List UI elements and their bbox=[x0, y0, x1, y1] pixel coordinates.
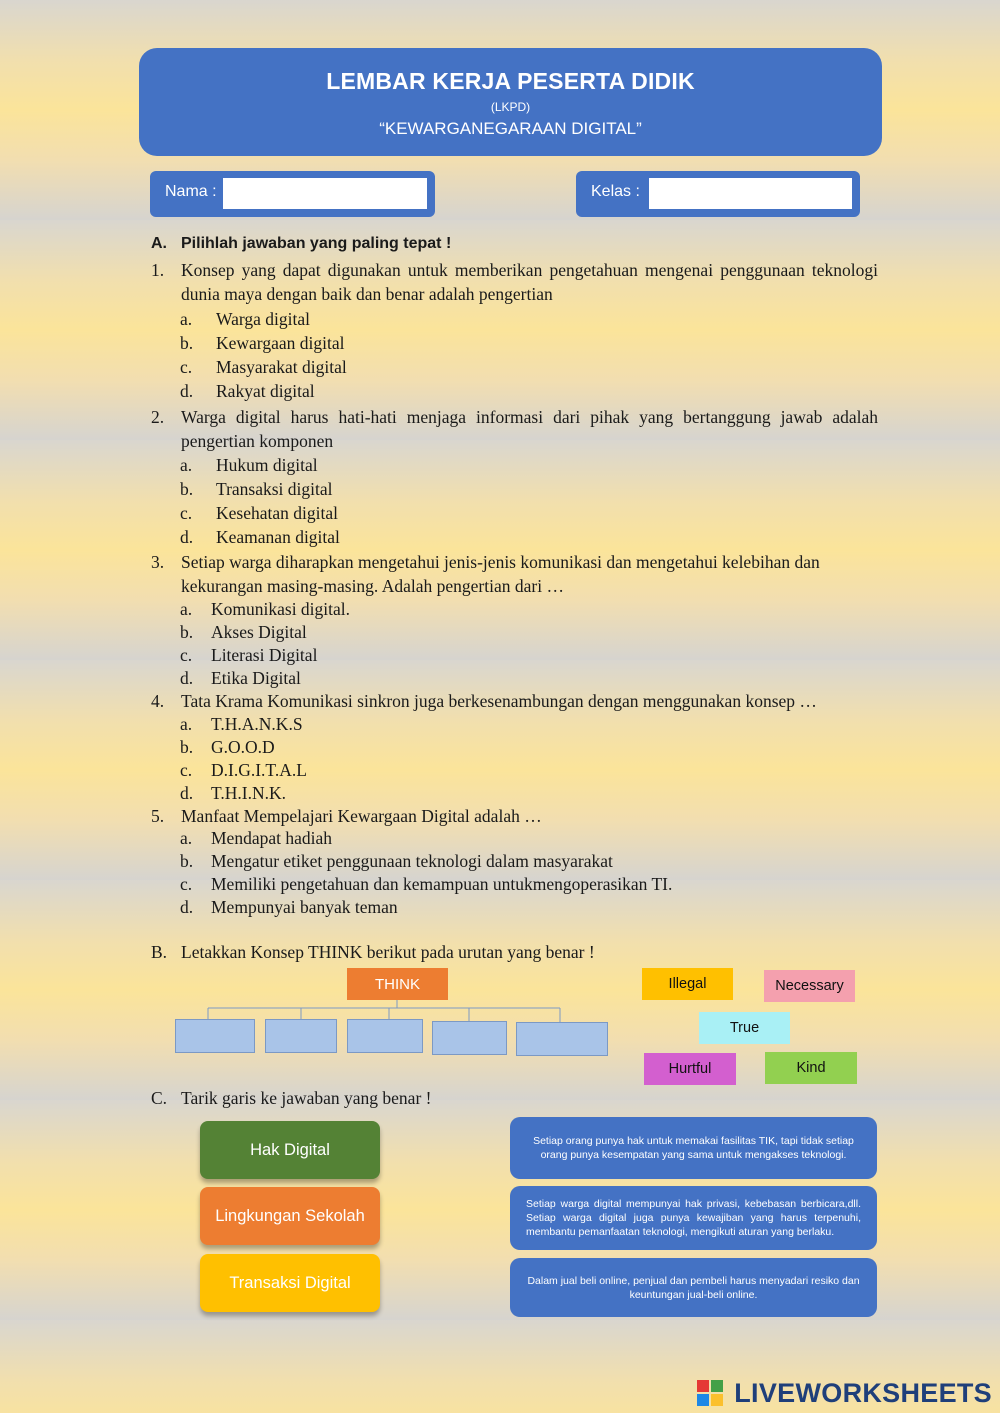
chip-necessary[interactable]: Necessary bbox=[764, 970, 855, 1002]
section-a-heading bbox=[151, 235, 451, 253]
section-b-title: Letakkan Konsep THINK berikut pada urutan yang benar ! bbox=[181, 942, 595, 962]
worksheet-subtitle: (LKPD) bbox=[490, 100, 531, 114]
chip-true[interactable]: True bbox=[699, 1012, 790, 1044]
match-right-3[interactable]: Dalam jual beli online, penjual dan pembeli harus menyadari resiko dan keuntungan jual-beli online. bbox=[510, 1258, 877, 1317]
question-text: Setiap warga diharapkan mengetahui jenis-jenis komunikasi dan mengetahui kelebihan dan kekurangan masing-masing. Adalah pengertian dari … bbox=[181, 552, 820, 596]
worksheet-title: LEMBAR KERJA PESERTA DIDIK bbox=[326, 68, 695, 94]
name-label: Nama : bbox=[165, 183, 217, 200]
worksheet-topic: “KEWARGANEGARAAN DIGITAL” bbox=[379, 119, 642, 138]
match-left-lingkungan-sekolah[interactable]: Lingkungan Sekolah bbox=[200, 1187, 380, 1245]
question-2 bbox=[151, 405, 878, 453]
question-text: Tata Krama Komunikasi sinkron juga berkesenambungan dengan menggunakan konsep … bbox=[181, 691, 817, 711]
think-slot-2[interactable] bbox=[265, 1019, 337, 1053]
name-input[interactable] bbox=[223, 178, 427, 209]
section-c-title: Tarik garis ke jawaban yang benar ! bbox=[181, 1088, 432, 1108]
think-slot-5[interactable] bbox=[516, 1022, 608, 1056]
section-b-heading bbox=[151, 940, 878, 964]
section-c-heading bbox=[151, 1086, 878, 1110]
think-root-box: THINK bbox=[347, 968, 448, 1000]
question-number: 2. bbox=[151, 407, 165, 427]
chip-illegal[interactable]: Illegal bbox=[642, 968, 733, 1000]
chip-kind[interactable]: Kind bbox=[765, 1052, 857, 1084]
liveworksheets-logo-icon bbox=[697, 1380, 723, 1406]
think-slot-4[interactable] bbox=[432, 1021, 507, 1055]
chip-hurtful[interactable]: Hurtful bbox=[644, 1053, 736, 1085]
think-slot-3[interactable] bbox=[347, 1019, 423, 1053]
question-text: Warga digital harus hati-hati menjaga informasi dari pihak yang bertanggung jawab adalah pengertian komponen bbox=[181, 407, 878, 451]
question-3 bbox=[151, 550, 861, 598]
question-number: 1. bbox=[151, 260, 165, 280]
question-text: Manfaat Mempelajari Kewargaan Digital adalah … bbox=[181, 806, 542, 826]
question-5 bbox=[151, 804, 878, 828]
question-4 bbox=[151, 689, 878, 713]
name-box bbox=[150, 171, 435, 217]
question-text: Konsep yang dapat digunakan untuk memberikan pengetahuan mengenai penggunaan teknologi dunia maya dengan baik dan benar adalah pengertian bbox=[181, 260, 878, 304]
match-left-transaksi-digital[interactable]: Transaksi Digital bbox=[200, 1254, 380, 1312]
question-number: 5. bbox=[151, 806, 165, 826]
match-right-2[interactable]: Setiap warga digital mempunyai hak privasi, kebebasan berbicara,dll. Setiap warga digital juga punya kewajiban yang harus terpenuhi, membantu pemanfaatan teknologi, mengikuti aturan yang berlaku. bbox=[510, 1186, 877, 1250]
section-a-title: Pilihlah jawaban yang paling tepat ! bbox=[181, 235, 452, 252]
question-number: 4. bbox=[151, 691, 165, 711]
class-label: Kelas : bbox=[591, 183, 640, 200]
question-1 bbox=[151, 258, 878, 306]
class-box bbox=[576, 171, 860, 217]
section-b-letter: B. bbox=[151, 942, 168, 962]
section-a-letter: A. bbox=[151, 235, 167, 252]
section-c-letter: C. bbox=[151, 1088, 168, 1108]
worksheet-header bbox=[139, 48, 882, 156]
liveworksheets-brand: LIVEWORKSHEETS bbox=[734, 1378, 992, 1408]
think-slot-1[interactable] bbox=[175, 1019, 255, 1053]
match-right-1[interactable]: Setiap orang punya hak untuk memakai fasilitas TIK, tapi tidak setiap orang punya kesempatan yang sama untuk mengakses teknologi. bbox=[510, 1117, 877, 1179]
class-input[interactable] bbox=[649, 178, 852, 209]
question-number: 3. bbox=[151, 552, 165, 572]
match-left-hak-digital[interactable]: Hak Digital bbox=[200, 1121, 380, 1179]
